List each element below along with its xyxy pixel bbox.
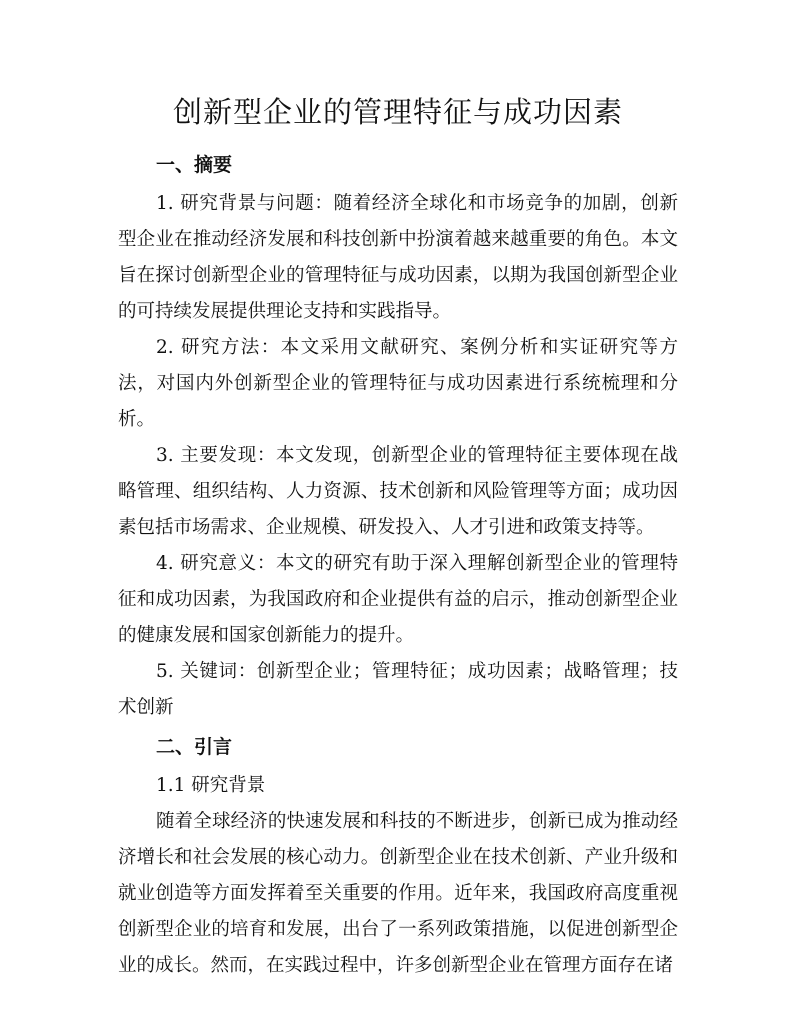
abstract-paragraph-1: 1. 研究背景与问题：随着经济全球化和市场竞争的加剧，创新型企业在推动经济发展和科技创新中扮演着越来越重要的角色。本文旨在探讨创新型企业的管理特征与成功因素，以期为我国创新型企业的可持续发展提供理论支持和实践指导。 bbox=[118, 193, 678, 322]
subsection-heading-background: 1.1 研究背景 bbox=[156, 775, 266, 796]
document-page bbox=[118, 84, 678, 984]
intro-paragraph: 随着全球经济的快速发展和科技的不断进步，创新已成为推动经济增长和社会发展的核心动力。创新型企业在技术创新、产业升级和就业创造等方面发挥着至关重要的作用。近年来，我国政府高度重视创新型企业的培育和发展，出台了一系列政策措施，以促进创新型企业的成长。然而，在实践过程中，许多创新型企业在管理方面存在诸 bbox=[118, 811, 678, 976]
abstract-keywords: 5. 关键词：创新型企业；管理特征；成功因素；战略管理；技术创新 bbox=[118, 661, 678, 718]
abstract-paragraph-4: 4. 研究意义：本文的研究有助于深入理解创新型企业的管理特征和成功因素，为我国政府和企业提供有益的启示，推动创新型企业的健康发展和国家创新能力的提升。 bbox=[118, 553, 678, 646]
abstract-paragraph-2: 2. 研究方法：本文采用文献研究、案例分析和实证研究等方法，对国内外创新型企业的管理特征与成功因素进行系统梳理和分析。 bbox=[118, 337, 678, 430]
section-heading-intro: 二、引言 bbox=[156, 736, 233, 758]
document-title: 创新型企业的管理特征与成功因素 bbox=[172, 95, 623, 129]
section-heading-abstract: 一、摘要 bbox=[156, 154, 233, 176]
abstract-paragraph-3: 3. 主要发现：本文发现，创新型企业的管理特征主要体现在战略管理、组织结构、人力资源、技术创新和风险管理等方面；成功因素包括市场需求、企业规模、研发投入、人才引进和政策支持等。 bbox=[118, 445, 678, 538]
